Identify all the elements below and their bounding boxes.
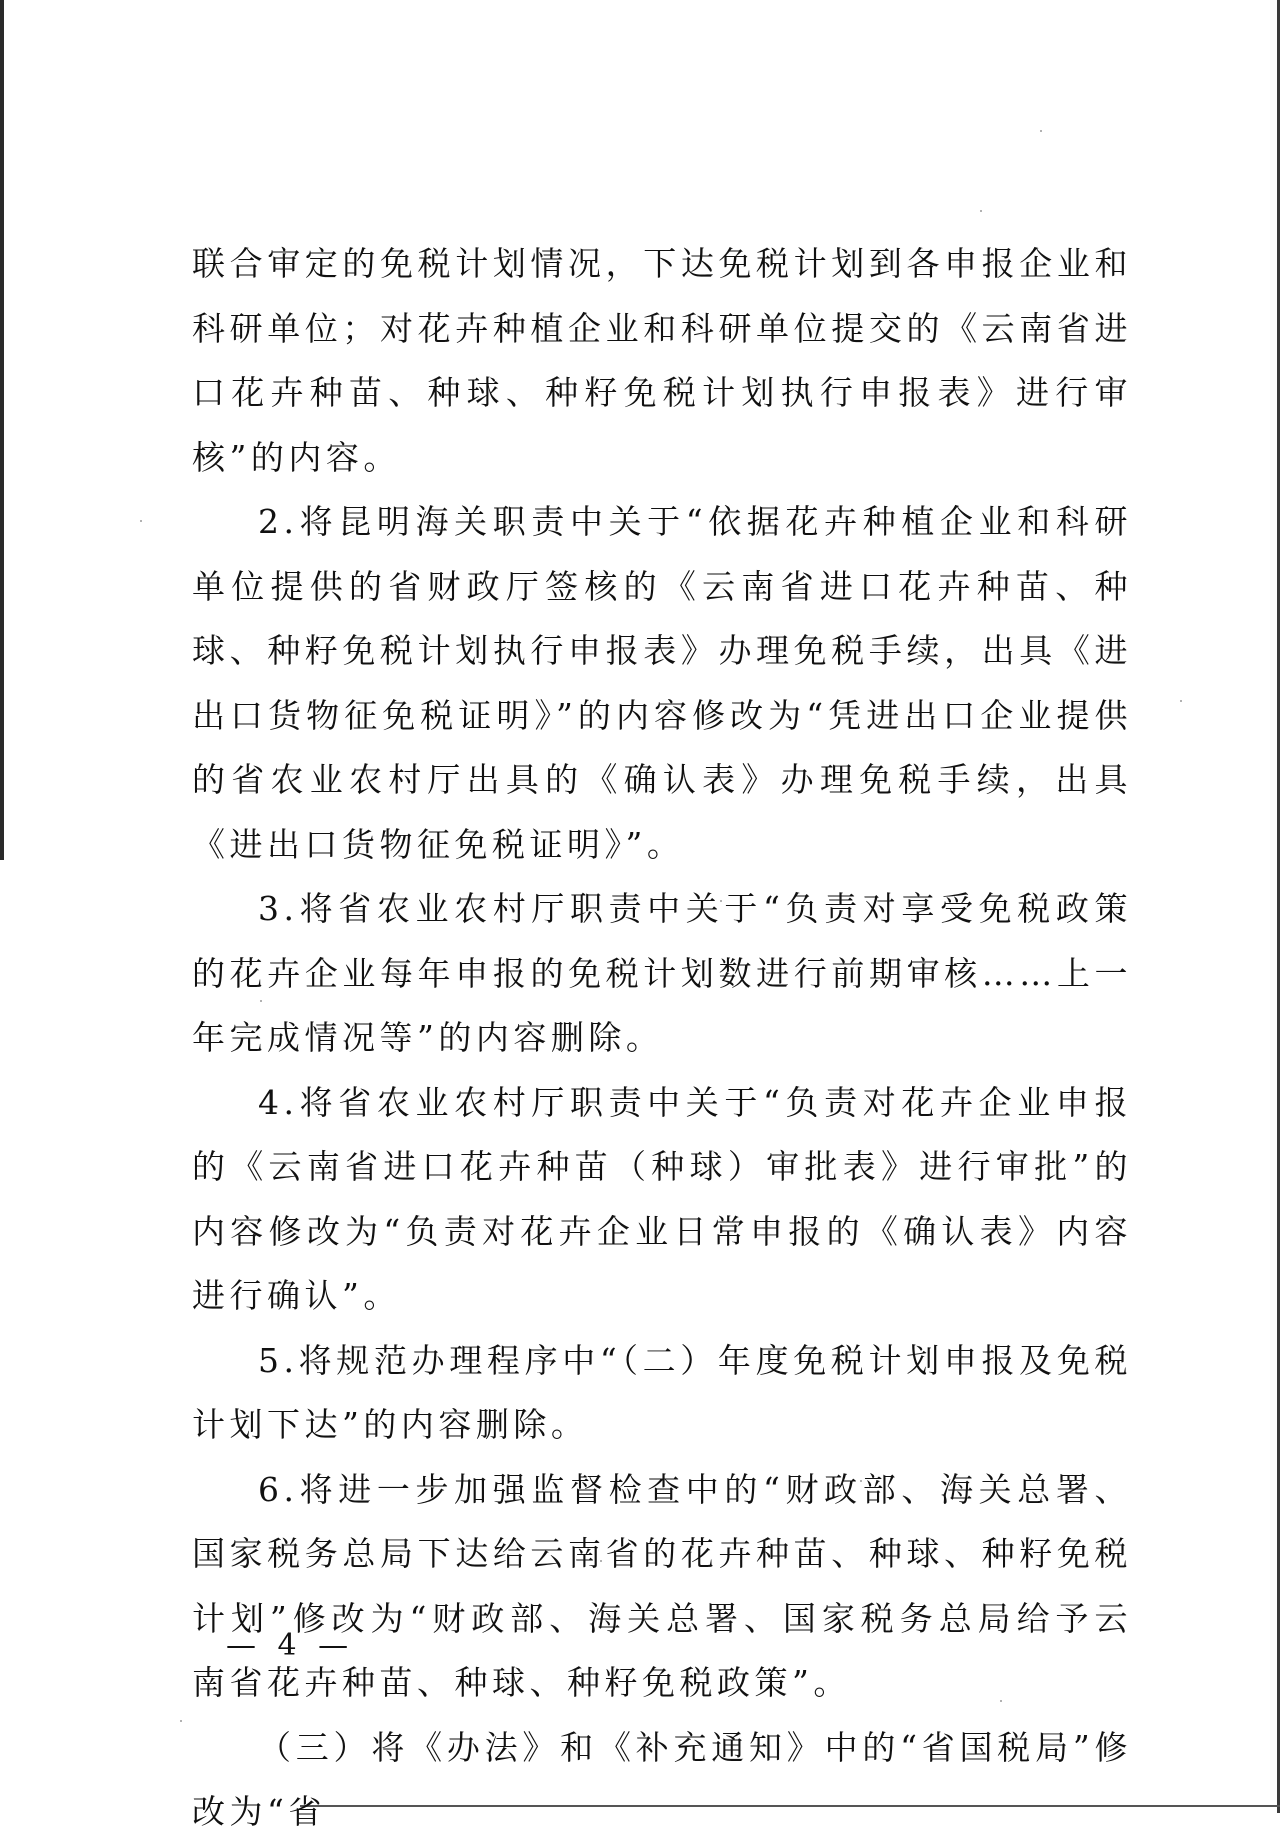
paragraph-item-5: 5.将规范办理程序中“（二）年度免税计划申报及免税计划下达”的内容删除。 bbox=[192, 1340, 1132, 1444]
paragraph-continuation: 联合审定的免税计划情况，下达免税计划到各申报企业和科研单位；对花卉种植企业和科研单位提交的《云南省进口花卉种苗、种球、种籽免税计划执行申报表》进行审核”的内容。 bbox=[192, 244, 1132, 477]
paragraph-section-3: （三）将《办法》和《补充通知》中的“省国税局”修改为“省 bbox=[192, 1727, 1132, 1831]
scan-speck bbox=[140, 520, 142, 522]
paragraph-item-4: 4.将省农业农村厅职责中关于“负责对花卉企业申报的《云南省进口花卉种苗（种球）审批表》进行审批”的内容修改为“负责对花卉企业日常申报的《确认表》内容进行确认”。 bbox=[192, 1082, 1132, 1315]
scan-speck bbox=[980, 210, 982, 212]
scan-speck bbox=[1180, 700, 1182, 702]
paragraph-item-3: 3.将省农业农村厅职责中关于“负责对享受免税政策的花卉企业每年申报的免税计划数进行前期审核……上一年完成情况等”的内容删除。 bbox=[192, 889, 1132, 1057]
scan-edge-left bbox=[0, 0, 4, 860]
scan-speck bbox=[1040, 130, 1042, 132]
paragraph-item-6: 6.将进一步加强监督检查中的“财政部、海关总署、国家税务总局下达给云南省的花卉种苗、种球、种籽免税计划”修改为“财政部、海关总署、国家税务总局给予云南省花卉种苗、种球、种籽免税政策”。 bbox=[192, 1469, 1132, 1702]
document-body bbox=[192, 232, 1132, 1845]
scan-speck bbox=[180, 1720, 182, 1722]
page-number: — 4 — bbox=[226, 1628, 355, 1663]
paragraph-item-2: 2.将昆明海关职责中关于“依据花卉种植企业和科研单位提供的省财政厅签核的《云南省进口花卉种苗、种球、种籽免税计划执行申报表》办理免税手续，出具《进出口货物征免税证明》”的内容修改为“凭进出口企业提供的省农业农村厅出具的《确认表》办理免税手续，出具《进出口货物征免税证明》”。 bbox=[192, 502, 1132, 864]
